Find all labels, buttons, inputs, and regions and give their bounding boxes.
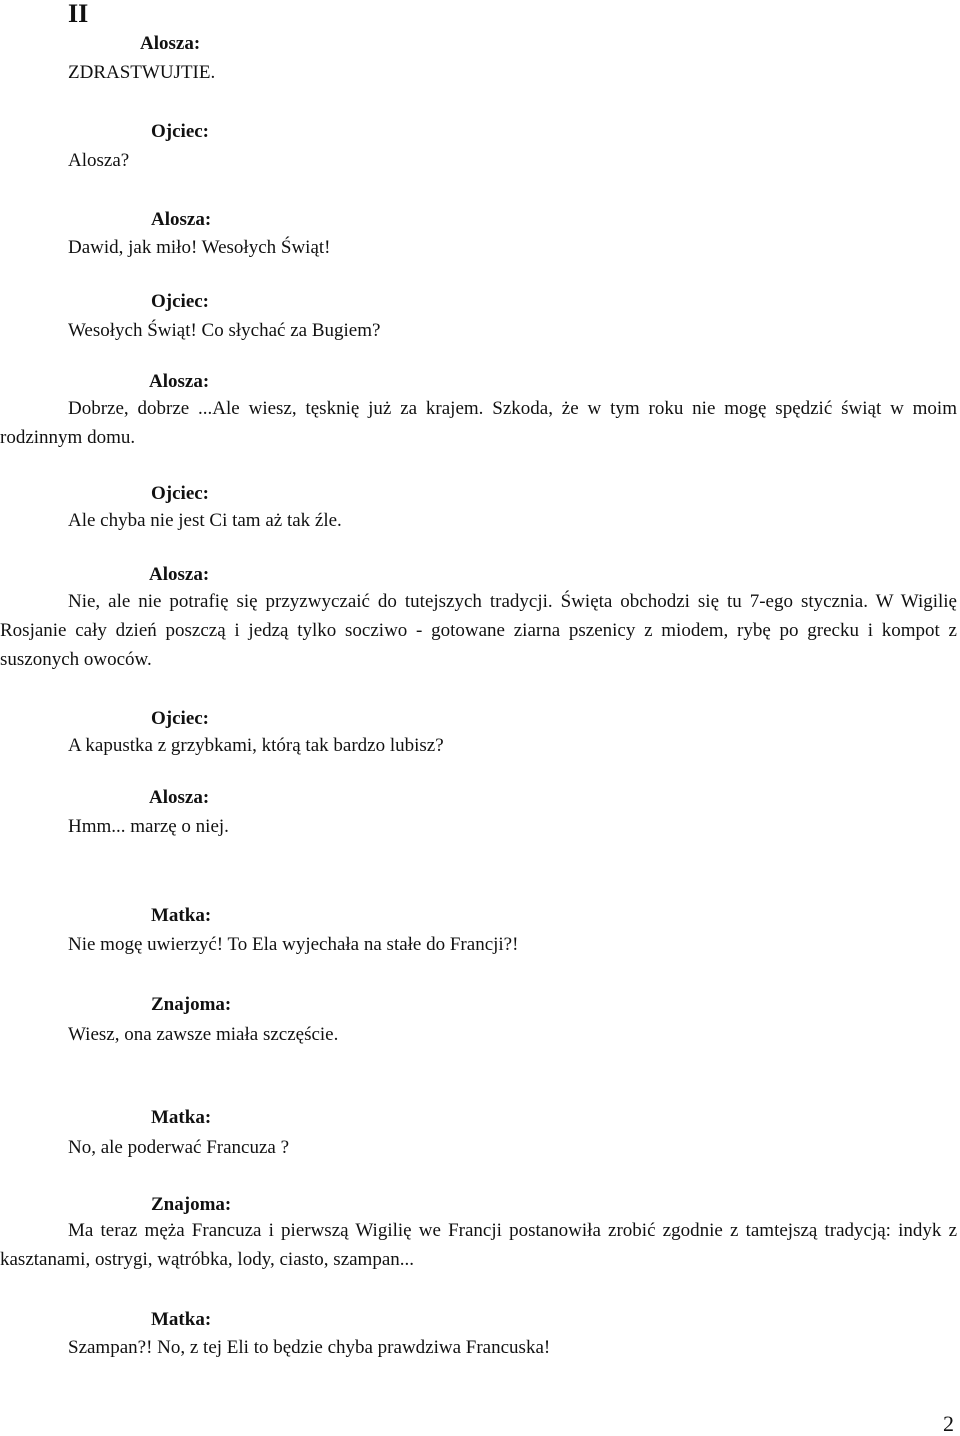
dialogue-line: Wiesz, ona zawsze miała szczęście.	[68, 1024, 339, 1045]
dialogue-line: A kapustka z grzybkami, którą tak bardzo lubisz?	[68, 735, 444, 756]
dialogue-line: Alosza?	[68, 150, 130, 171]
speaker-label: Znajoma:	[151, 1194, 232, 1215]
dialogue-paragraph: Ma teraz męża Francuza i pierwszą Wigilię we Francji postanowiła zrobić zgodnie z tamtejszą tradycją: indyk z kasztanami, ostrygi, wątróbka, lody, ciasto, szampan...	[0, 1220, 957, 1270]
speaker-label: Matka:	[151, 1309, 212, 1330]
speaker-label: Matka:	[151, 905, 212, 926]
dialogue-paragraph: Nie, ale nie potrafię się przyzwyczaić do tutejszych tradycji. Święta obchodzi się tu 7-ego stycznia. W Wigilię Rosjanie cały dzień poszczą i jedzą tylko socziwo - gotowane ziarna pszenicy z miodem, rybę po grecku i kompot z suszonych owoców.	[0, 591, 957, 670]
speaker-label: Ojciec:	[151, 483, 210, 504]
speaker-label: Alosza:	[140, 33, 201, 54]
speaker-label: Ojciec:	[151, 291, 210, 312]
dialogue-line: Wesołych Świąt! Co słychać za Bugiem?	[68, 320, 381, 341]
dialogue-line: Ale chyba nie jest Ci tam aż tak źle.	[68, 510, 342, 531]
speaker-label: Ojciec:	[151, 121, 210, 142]
speaker-label: Znajoma:	[151, 994, 232, 1015]
dialogue-line: Hmm... marzę o niej.	[68, 816, 229, 837]
dialogue-paragraph: Dobrze, dobrze ...Ale wiesz, tęsknię już za krajem. Szkoda, że w tym roku nie mogę spędzić świąt w moim rodzinnym domu.	[0, 398, 957, 448]
speaker-label: Alosza:	[151, 209, 212, 230]
speaker-label: Matka:	[151, 1107, 212, 1128]
dialogue-line: Dawid, jak miło! Wesołych Świąt!	[68, 237, 331, 258]
page-number: 2	[943, 1411, 954, 1436]
dialogue-line: Szampan?! No, z tej Eli to będzie chyba prawdziwa Francuska!	[68, 1337, 551, 1358]
section-title: II	[68, 0, 89, 28]
speaker-label: Alosza:	[149, 787, 210, 808]
speaker-label: Alosza:	[149, 371, 210, 392]
dialogue-line: Nie mogę uwierzyć! To Ela wyjechała na stałe do Francji?!	[68, 934, 519, 955]
speaker-label: Alosza:	[149, 564, 210, 585]
dialogue-line: ZDRASTWUJTIE.	[68, 62, 216, 83]
dialogue-line: No, ale poderwać Francuza ?	[68, 1137, 290, 1158]
speaker-label: Ojciec:	[151, 708, 210, 729]
